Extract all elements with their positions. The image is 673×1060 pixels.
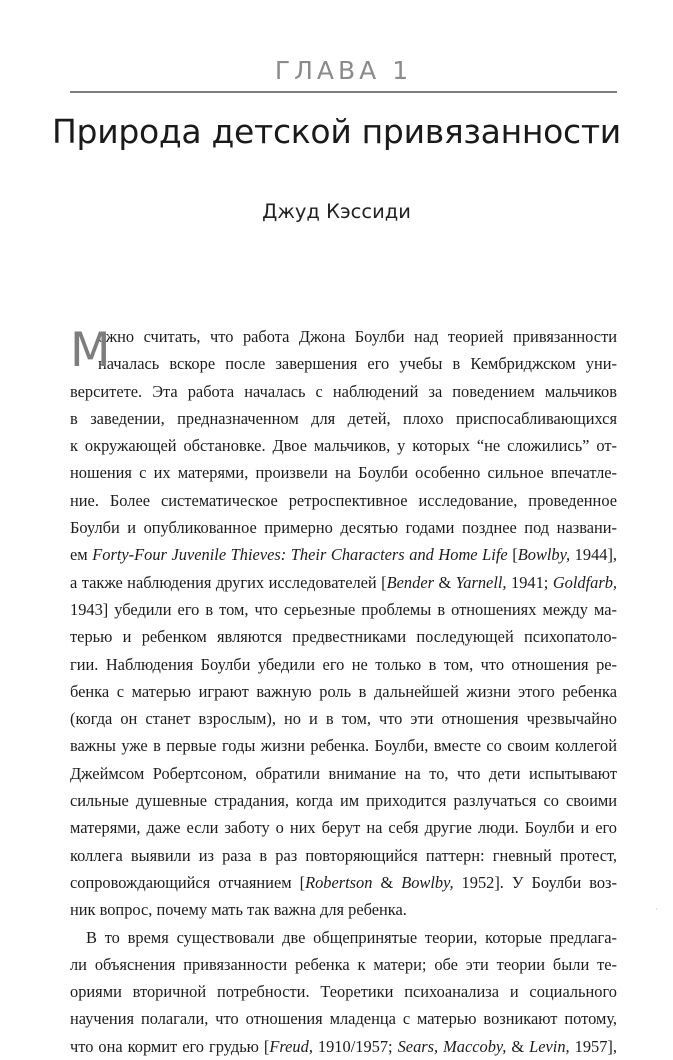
text-run: гии. Наблюдения Боулби убедили его не только в том, что отношения ре-: [70, 654, 617, 674]
text-run: ник вопрос, почему мать так важна для ребенка.: [70, 900, 407, 920]
text-line: [70, 1033, 617, 1060]
text-line: [70, 405, 617, 432]
text-line: [70, 541, 617, 568]
text-line: [70, 842, 617, 869]
text-line: [70, 323, 617, 350]
text-line: [70, 459, 617, 486]
text-run: В то время существовали две общепринятые теории, которые предлага-: [86, 927, 617, 947]
text-run: к окружающей обстановке. Двое мальчиков, у которых “не сложились” от-: [70, 436, 617, 456]
text-line: [70, 705, 617, 732]
text-run: 1943] убедили его в том, что серьезные проблемы в отношениях между ма-: [70, 599, 617, 619]
chapter-title: Природа детской привязанности: [52, 112, 621, 151]
text-run: коллега выявили из раза в раз повторяющийся паттерн: гневный протест,: [70, 845, 617, 865]
text-run: в заведении, предназначенном для детей, плохо приспосабливающихся: [70, 408, 617, 428]
text-run: 1910/1957;: [312, 1036, 398, 1056]
italic-text: Bowlby,: [401, 872, 454, 892]
italic-text: Bowlby,: [517, 545, 571, 565]
text-run: Джеймсом Робертсоном, обратили внимание на то, что дети испытывают: [70, 763, 617, 783]
chapter-label: ГЛАВА 1: [274, 56, 413, 85]
drop-cap: М: [70, 323, 111, 378]
text-line: [70, 569, 617, 596]
text-line: [70, 350, 617, 377]
chapter-header: [70, 52, 617, 93]
text-line: [70, 814, 617, 841]
text-run: ние. Более систематическое ретроспективное исследование, проведенное: [70, 490, 617, 510]
text-line: [70, 378, 617, 405]
text-run: ем: [70, 545, 93, 565]
body-text: [70, 323, 617, 1060]
italic-text: Freud,: [269, 1036, 313, 1056]
text-line: [70, 1005, 617, 1032]
italic-text: Levin,: [529, 1036, 570, 1056]
text-line: [70, 896, 617, 923]
text-run: &: [433, 572, 456, 592]
text-line: [70, 732, 617, 759]
italic-text: Sears, Maccoby,: [397, 1036, 507, 1056]
chapter-rule: [70, 91, 617, 93]
text-run: Боулби и опубликованное примерно десятью годами позднее под названи-: [70, 518, 617, 538]
italic-text: Bender: [386, 572, 434, 592]
text-run: что она кормит его грудью [: [70, 1036, 270, 1056]
paragraph-1: [70, 323, 617, 924]
italic-text: Robertson: [305, 872, 373, 892]
text-run: сопровождающийся отчаянием [: [70, 872, 306, 892]
text-run: бенка с матерью играют важную роль в дальнейшей жизни этого ребенка: [70, 681, 617, 701]
margin-mark: ·: [655, 905, 658, 914]
text-run: [: [507, 545, 518, 565]
text-line: [70, 514, 617, 541]
text-line: [70, 651, 617, 678]
text-run: важны уже в первые годы жизни ребенка. Боулби, вместе со своим коллегой: [70, 736, 617, 756]
text-run: 1941;: [506, 572, 553, 592]
text-line: [70, 924, 617, 951]
text-line: [70, 760, 617, 787]
text-run: (когда он станет взрослым), но и в том, что эти отношения чрезвычайно: [70, 709, 617, 729]
text-run: &: [506, 1036, 530, 1056]
text-run: а также наблюдения других исследователей [: [70, 572, 387, 592]
text-line: [70, 787, 617, 814]
text-run: сильные душевные страдания, когда им приходится разлучаться со своими: [70, 791, 617, 811]
text-run: матерями, даже если заботу о них берут на себя другие люди. Боулби и его: [70, 818, 617, 838]
paragraph-2: [70, 924, 617, 1060]
text-line: [70, 869, 617, 896]
italic-text: Goldfarb,: [552, 572, 618, 592]
italic-text: Forty-Four Juvenile Thieves: Their Characters and Home Life: [92, 545, 508, 565]
text-run: 1957],: [569, 1036, 617, 1056]
chapter-author: Джуд Кэссиди: [262, 200, 411, 223]
text-line: [70, 951, 617, 978]
text-line: [70, 596, 617, 623]
text-run: терью и ребенком являются предвестниками последующей психопатоло-: [70, 627, 617, 647]
text-line: [70, 623, 617, 650]
text-run: 1944],: [570, 545, 618, 565]
text-line: [70, 978, 617, 1005]
text-run: &: [372, 872, 402, 892]
text-run: 1952]. У Боулби воз-: [453, 872, 617, 892]
text-run: ориями вторичной потребности. Теоретики психоанализа и социального: [70, 982, 617, 1002]
text-line: [70, 487, 617, 514]
text-run: научения полагали, что отношения младенца с матерью возникают потому,: [70, 1009, 617, 1029]
text-run: ли объяснения привязанности ребенка к матери; обе эти теории были те-: [70, 954, 617, 974]
text-run: ношения с их матерями, произвели на Боулби особенно сильное впечатле-: [70, 463, 617, 483]
text-line: [70, 678, 617, 705]
italic-text: Yarnell,: [455, 572, 507, 592]
text-run: верситете. Эта работа началась с наблюдений за поведением мальчиков: [70, 381, 617, 401]
text-run: ожно считать, что работа Джона Боулби над теорией привязанности: [98, 327, 617, 346]
text-line: [70, 432, 617, 459]
text-run: началась вскоре после завершения его учебы в Кембриджском уни-: [98, 354, 617, 374]
